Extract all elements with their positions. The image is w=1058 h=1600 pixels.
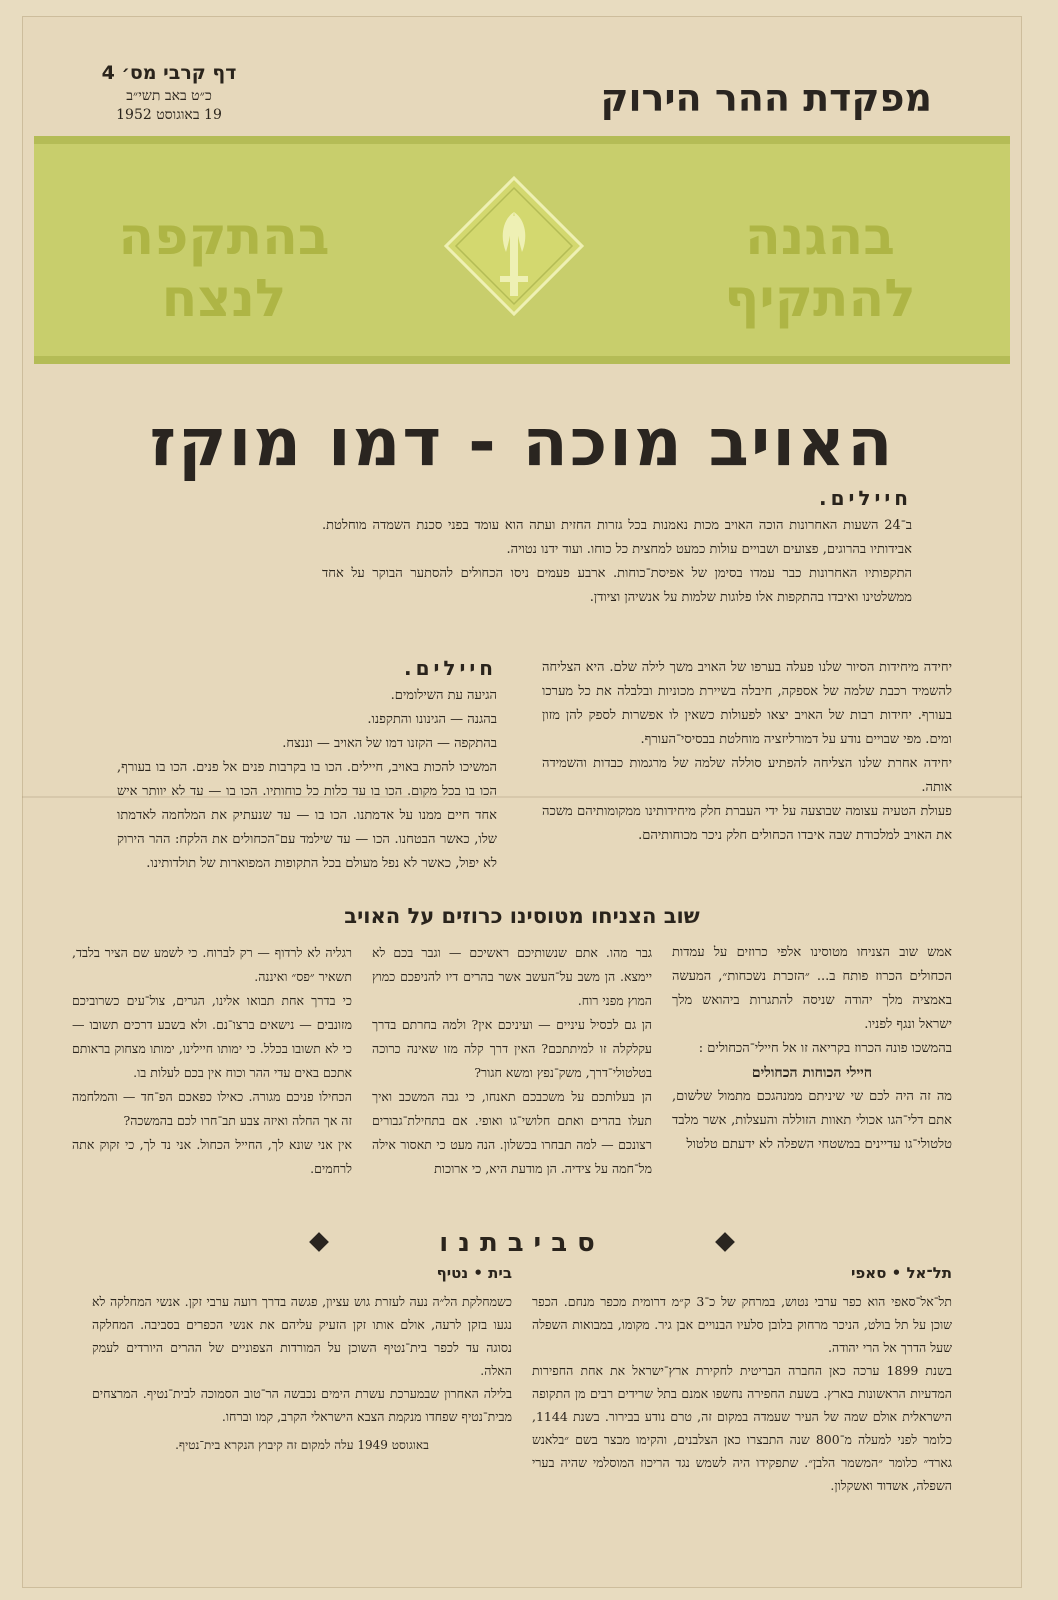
leaflet-column-3: [72, 941, 352, 1181]
command-name: מפקדת ההר הירוק: [600, 76, 932, 120]
column-right: [542, 656, 952, 848]
paragraph: הן גם לכסיל עיניים — ועיניכם אין? ולמה בחרתם בדרך עקלקלה זו למיתתכם? האין דרך קלה מזו שאינה כרוכה בטלטולי־דרך, משק־נפץ ומשא חגור?: [372, 1017, 652, 1080]
paragraph: כשמחלקת הל״ה נעה לעזרת גוש עציון, פגשה בדרך רועה ערבי זקן. אנשי המחלקה לא נגעו בזקן לרעה, אולם אותו זקן הזעיק עליהם את אנשי הכפרים בסביבה. המחלקה נסוגה עד לכפר בית־נטיף השוכן על המורדות הצפוניים של ההרים היורדים לעמק האלה.: [92, 1294, 512, 1378]
motto-left: בהתקפה לנצח: [118, 207, 330, 329]
paragraph: כי בדרך אחת תבואו אלינו, הגרים, צול־עים כשרוביכם מזונבים — נישאים ברצו־נם. ולא בשבע דרכים תשובו — כי לא תשובו בכלל. כי ימותו חיילינו, ימותו מצחוק בראותם אתכם באים עדי ההר וכוח אין בכם לעלות בו.: [72, 993, 352, 1080]
surroundings-heading: סביבתנו: [439, 1228, 605, 1258]
paragraph: הכחילו פניכם מגורה. כאילו כפאכם הפ־חד — והמלחמה זה אך החלה ואיזה צבע תב־חרו לכם בהמשכה?: [72, 1089, 352, 1128]
leaflet-column-1: [672, 941, 952, 1157]
intro-paragraph: התקפותיו האחרונות כבר עמדו בסימן של אפיסת־כוחות. ארבע פעמים ניסו הכחולים להסתער הבוקר על אחד ממשלטינו ואיבדו בהתקפות אלו פלוגות שלמות על אנשיהן וציודן.: [322, 566, 912, 605]
paragraph: הן בעלותכם על משכבכם תאנחו, כי גבה המשכב ואיך תעלו בהרים ואתם חלושי־גו ואופי. אם בתחילת־גבורים רצונכם — למה תבחרו בכשלון. הנה מעט כי תאסור אילה מל־חמה על צידיה. הן מודעת היא, כי ארוכות: [372, 1089, 652, 1176]
paragraph: אמש שוב הצניחו מטוסינו אלפי כרוזים על עמדות הכחולים הכרוז פותח ב... ״הזכרת נשכחות״, המעשה באמציה מלך יהודה שניסה להתגרות ביהואש מלך ישראל ונגף לפניו.: [672, 945, 952, 1032]
leaflet-column-2: [372, 941, 652, 1181]
hebrew-date: כ״ט באב תשי״ב: [126, 88, 212, 104]
paragraph: יחידה אחרת שלנו הצליחה להפתיע סוללה שלמה של מרגמות כבדות והשמידה אותה.: [542, 756, 952, 795]
article-footnote: באוגוסט 1949 עלה למקום זה קיבוץ הנקרא בית־נטיף.: [175, 1438, 429, 1452]
issue-info: [84, 62, 254, 124]
newsletter-sheet: [22, 16, 1022, 1588]
paragraph: בשנת 1899 ערכה כאן החברה הבריטית לחקירת ארץ־ישראל את אחת החפירות המדעיות הראשונות בארץ. בשעת החפירה נחשפו אמנם בתל שרידים רבים מן התקופה הישראלית אולם שמה של העיר שעמדה במקום זה, טרם נודע בבירור. בשנת 1144, כלומר לפני למעלה מ־800 שנה התבצרו כאן הצלבנים, והקימו מבצר בשם ״בלאנש גארד״ כלומר ״המשמר הלבן״. שתפקידו היה לשמש נגד הריכוז המוסלמי שהיה בערי השפלה, אשדוד ואשקלון.: [532, 1363, 952, 1493]
motto-banner: [34, 136, 1010, 364]
paragraph: הגיעה עת השילומים.: [390, 688, 497, 703]
paragraph: בהגנה — הגינונו והתקפנו.: [367, 712, 497, 727]
intro-heading: חיילים.: [818, 486, 912, 510]
leaflets-section-title: שוב הצניחו מטוסינו כרוזים על האויב: [344, 904, 700, 928]
paragraph: אין אני שונא לך, החייל הכחול. אני נד לך, כי זקוק אתה לרחמים.: [72, 1137, 352, 1176]
tel-safi-article: [532, 1264, 952, 1497]
sheet-label: דף קרבי מס׳ 4: [101, 62, 237, 84]
paragraph: תל־אל־סאפי הוא כפר ערבי נטוש, במרחק של כ־3 ק״מ דרומית מכפר מנחם. הכפר שוכן על תל בולט, הניכר מרחוק בלובן סלעיו הבנויים אבן גיר. מקומו, במבואות השפלה שעל הדרך אל הרי יהודה.: [532, 1294, 952, 1355]
intro-block: [322, 486, 912, 610]
paragraph: בהמשכו פונה הכרוז בקריאה זו אל חיילי־הכחולים :: [698, 1041, 952, 1056]
sword-olive-emblem-icon: [444, 176, 584, 316]
article-title: תל־אל • סאפי: [851, 1264, 952, 1282]
paragraph: פעולת הטעיה עצומה שבוצעה על ידי העברת חלק מיחידותינו ממקומותיהם משכה את האויב למלכודת שבה איבדו הכחולים חלק ניכר מכוחותיהם.: [542, 804, 952, 843]
beit-nettif-article: [92, 1264, 512, 1453]
main-headline: האויב מוכה - דמו מוקז: [149, 404, 895, 481]
paragraph: יחידה מיחידות הסיור שלנו פעלה בערפו של האויב משך לילה שלם. היא הצליחה להשמיד רכבת שלמה של אספקה, חיבלה בשיירת מכוניות ובלבלה את כל מערכו בעורף. יחידות רבות של האויב יצאו לפעולות כשאין לו אפשרות לספק להן מזון ומים. מפי שבויים נודע על דמורליזציה מוחלטת בבסיסי־העורף.: [542, 660, 952, 747]
paragraph: בלילה האחרון שבמערכת עשרת הימים נכבשה הר־טוב הסמוכה לבית־נטיף. המרצחים מבית־נטיף שפחדו מנקמת הצבא הישראלי הקרב, קמו וברחו.: [92, 1386, 512, 1424]
article-title: בית • נטיף: [436, 1264, 512, 1282]
intro-paragraph: ב־24 השעות האחרונות הוכה האויב מכות נאמנות בכל גזרות החזית ועתה הוא עומד בפני סכנת השמדה מוחלטת. אבידותיו בהרוגים, פצועים ושבויים עולות כמעט למחצית כל כוחו. ועוד ידנו נטויה.: [322, 518, 912, 557]
gregorian-date: 19 באוגוסט 1952: [116, 107, 222, 123]
column-left: [117, 656, 497, 876]
paragraph: בהתקפה — הקזנו דמו של האויב — וננצח.: [282, 736, 497, 751]
paragraph: מה זה היה לכם שי שיניתם ממנהגכם מתמול שלשום, אתם דלי־הגו אכולי תאוות הזוללה והעצלות, אשר מלבד טלטולי־גו עדיינים במשטחי השפלה לא ידעתם טלטול: [672, 1089, 952, 1152]
motto-right: בהגנה להתקיף: [724, 207, 916, 329]
paragraph: המשיכו להכות באויב, חיילים. הכו בו בקרבות פנים אל פנים. הכו בו בעורף, הכו בו בכל מקום. הכו בו עד כלות כל כוחותיו. הכו בו — עד לא יוותר איש אחד חיים ממנו על אדמתנו. הכו בו — עד שנעתיק את המלחמה לאדמתו שלו, כאשר הבטחנו. הכו — עד שילמד עם־הכחולים את הלקח: ההר הירוק לא יפול, כאשר לא נפל מעולם בכל התקופות המפוארות של תולדותינו.: [117, 760, 497, 871]
paragraph: גבר מהו. אתם שנשותיכם ראשיכם — וגבר בכם לא יימצא. הן משב על־העשב אשר בהרים דיו להניפכם כמוץ המוץ מפני רוח.: [372, 945, 652, 1008]
leaflet-address: חיילי הכוחות הכחולים: [751, 1065, 873, 1081]
paragraph: רגליה לא לרדוף — רק לברוח. כי לשמע שם הציר בלבד, תשאיר ״פס״ ואיננה.: [72, 945, 352, 984]
column-heading: חיילים.: [403, 656, 497, 680]
